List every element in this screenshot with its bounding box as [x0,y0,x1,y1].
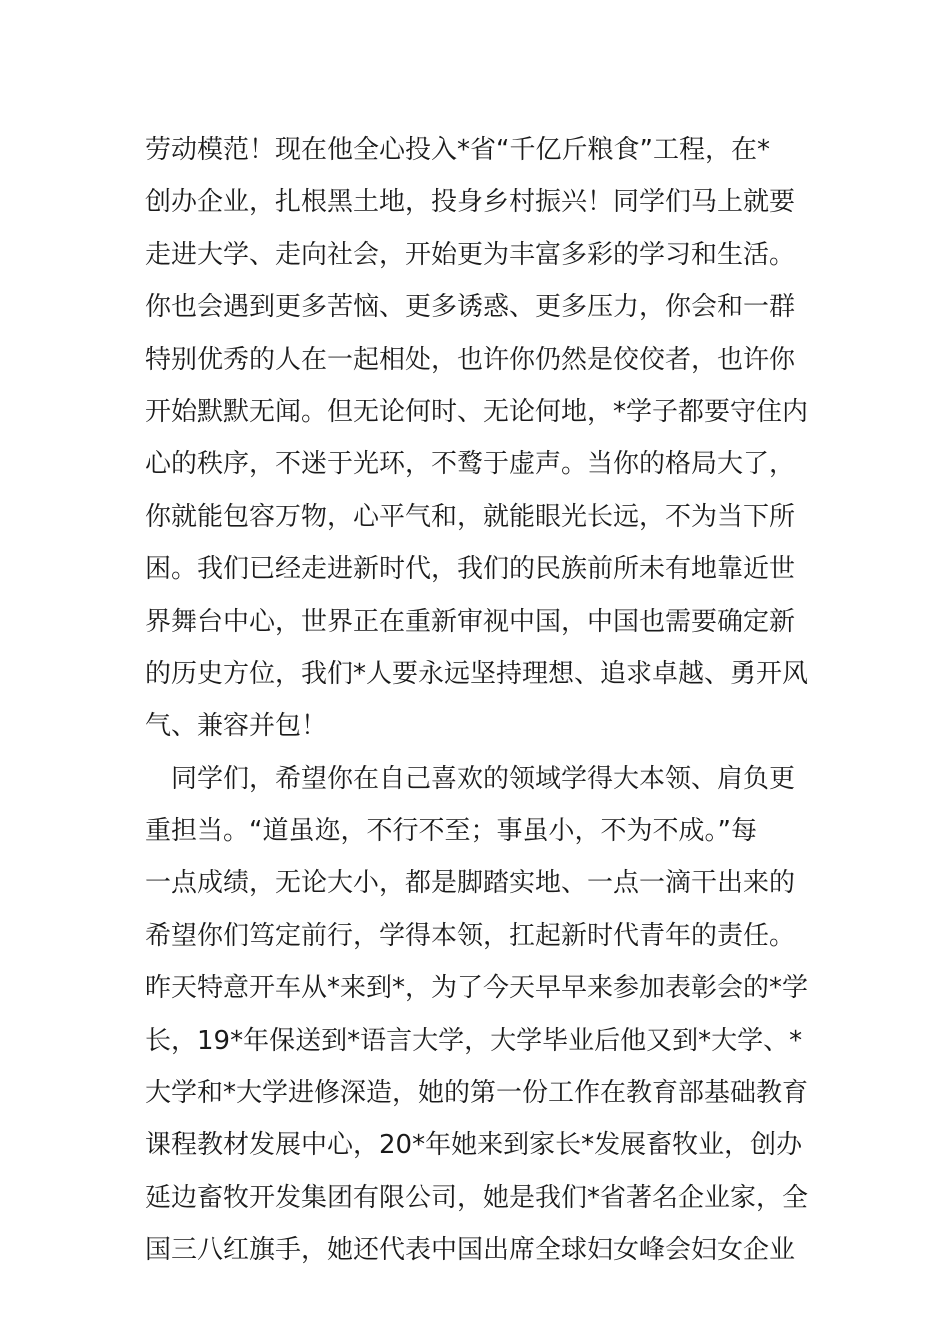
text-line-8: 你就能包容万物，心平气和，就能眼光长远，不为当下所 [145,501,796,532]
text-line-15: 一点成绩，无论大小，都是脚踏实地、一点一滴干出来的 [145,868,796,899]
text-line-11: 的历史方位，我们*人要永远坚持理想、追求卓越、勇开风 [145,658,809,689]
text-line-17: 昨天特意开车从*来到*，为了今天早早来参加表彰会的*学 [145,973,809,1004]
text-line-3: 走进大学、走向社会，开始更为丰富多彩的学习和生活。 [145,239,796,270]
text-line-22: 国三八红旗手，她还代表中国出席全球妇女峰会妇女企业 [145,1235,796,1266]
text-line-5: 特别优秀的人在一起相处，也许你仍然是佼佼者，也许你 [145,344,796,375]
text-line-7: 心的秩序，不迷于光环，不鹜于虚声。当你的格局大了， [145,449,796,480]
text-line-10: 界舞台中心，世界正在重新审视中国，中国也需要确定新 [145,606,796,637]
text-line-9: 困。我们已经走进新时代，我们的民族前所未有地靠近世 [145,554,796,585]
text-line-14: 重担当。“道虽迩，不行不至；事虽小，不为不成。”每 [145,816,757,847]
text-line-1: 劳动模范！现在他全心投入*省“千亿斤粮食”工程，在* [145,135,770,165]
text-line-21: 延边畜牧开发集团有限公司，她是我们*省著名企业家，全 [145,1182,809,1213]
body-text [145,124,825,1277]
text-line-13: 同学们，希望你在自己喜欢的领域学得大本领、肩负更 [145,763,796,794]
text-line-19: 大学和*大学进修深造，她的第一份工作在教育部基础教育 [145,1078,809,1109]
text-line-2: 创办企业，扎根黑土地，投身乡村振兴！同学们马上就要 [145,187,796,218]
text-line-20: 课程教材发展中心，20*年她来到家长*发展畜牧业，创办 [145,1130,803,1161]
text-line-6: 开始默默无闻。但无论何时、无论何地，*学子都要守住内 [145,396,809,427]
text-line-16: 希望你们笃定前行，学得本领，扛起新时代青年的责任。 [145,920,796,951]
text-line-12: 气、兼容并包！ [145,711,328,742]
text-line-4: 你也会遇到更多苦恼、更多诱惑、更多压力，你会和一群 [145,292,796,323]
text-line-18: 长，19*年保送到*语言大学，大学毕业后他又到*大学、* [145,1025,803,1056]
